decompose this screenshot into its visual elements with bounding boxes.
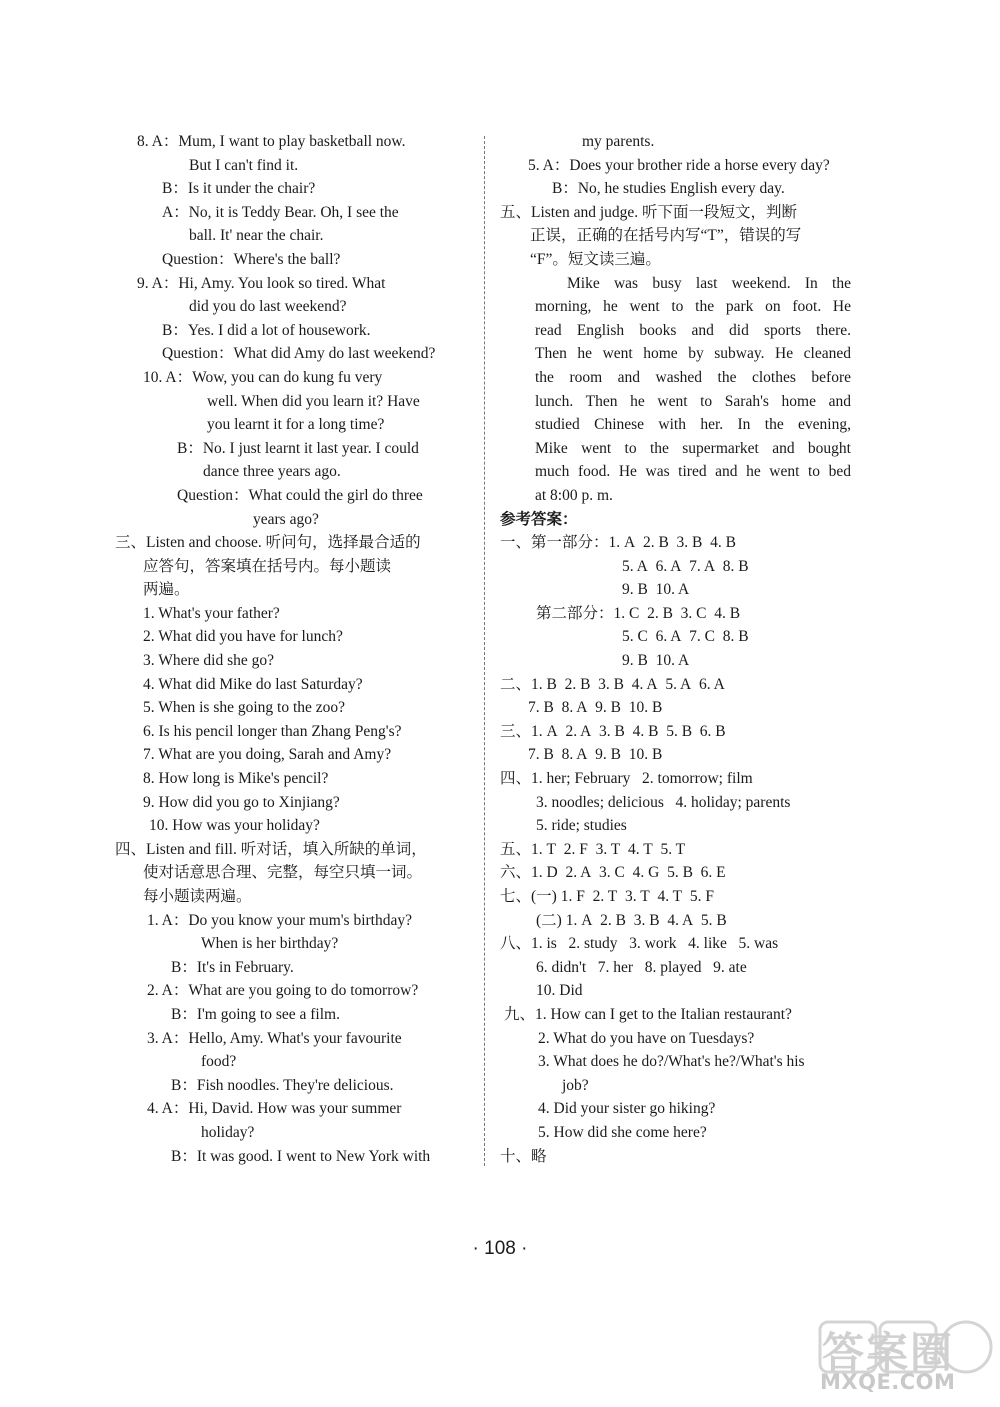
answer-line: 5. C 6. A 7. C 8. B	[622, 628, 749, 646]
passage-line: studied Chinese with her. In the evening,	[535, 416, 851, 434]
answer-key-list	[500, 531, 865, 1168]
question-line: Question：What could the girl do three	[177, 486, 423, 504]
dialogue-line: 9. A：Hi, Amy. You look so tired. What	[137, 274, 386, 292]
listen-choose-item: 7. What are you doing, Sarah and Amy?	[143, 746, 392, 764]
section-3-list	[115, 602, 470, 838]
dialogue-line: B：Is it under the chair?	[162, 180, 316, 198]
answer-line: 4. Did your sister go hiking?	[538, 1100, 716, 1118]
answer-line: 3. noodles; delicious 4. holiday; parents	[536, 793, 791, 811]
dialogue-line: you learnt it for a long time?	[207, 416, 385, 434]
watermark	[818, 1318, 998, 1403]
listen-choose-item: 5. When is she going to the zoo?	[143, 699, 346, 717]
listen-choose-item: 3. Where did she go?	[143, 652, 274, 670]
dialogue-line: holiday?	[201, 1123, 255, 1141]
listen-choose-item: 1. What's your father?	[143, 604, 280, 622]
answer-line: 一、第一部分：1. A 2. B 3. B 4. B	[500, 534, 736, 552]
dialogue-line: 3. A：Hello, Amy. What's your favourite	[147, 1029, 402, 1047]
dialogue-line: B：Yes. I did a lot of housework.	[162, 321, 371, 339]
watermark-logo-text: 答案圈	[822, 1328, 955, 1377]
dialogue-line: B：It was good. I went to New York with	[171, 1147, 431, 1165]
answer-line: 3. What does he do?/What's he?/What's his	[538, 1053, 805, 1071]
answer-line: 五、1. T 2. F 3. T 4. T 5. T	[500, 840, 686, 858]
section-5-title: “F”。短文读三遍。	[530, 250, 661, 268]
section-3-title: 三、Listen and choose. 听问句，选择最合适的	[115, 534, 421, 552]
answer-line: 7. B 8. A 9. B 10. B	[528, 699, 663, 717]
section-4-title: 使对话意思合理、完整，每空只填一词。	[143, 864, 423, 882]
dialogue-line: B：Fish noodles. They're delicious.	[171, 1076, 394, 1094]
left-column	[115, 130, 470, 1168]
answer-line: 九、1. How can I get to the Italian restaurant?	[504, 1005, 792, 1023]
answer-line: 十、略	[500, 1147, 547, 1165]
dialogue-line: B：It's in February.	[171, 958, 294, 976]
answer-line: 7. B 8. A 9. B 10. B	[528, 746, 663, 764]
question-line: Question：Where's the ball?	[162, 250, 341, 268]
passage-line: Mike went to the supermarket and bought	[535, 439, 851, 457]
answer-line: 5. How did she come here?	[538, 1123, 707, 1141]
dialogue-line: 5. A：Does your brother ride a horse every day?	[528, 156, 830, 174]
answer-line: 六、1. D 2. A 3. C 4. G 5. B 6. E	[500, 864, 726, 882]
watermark-url: MXQE.COM	[820, 1370, 956, 1394]
column-divider	[484, 136, 485, 1166]
listen-choose-item: 2. What did you have for lunch?	[143, 628, 343, 646]
listen-choose-item: 4. What did Mike do last Saturday?	[143, 675, 363, 693]
right-column	[500, 130, 865, 1168]
answer-line: 2. What do you have on Tuesdays?	[538, 1029, 755, 1047]
dialogue-line: When is her birthday?	[201, 935, 339, 953]
passage-line: morning, he went to the park on foot. He	[535, 298, 851, 316]
answer-line: 四、1. her; February 2. tomorrow; film	[500, 770, 753, 788]
dialogue-line: food?	[201, 1053, 237, 1071]
answer-line: job?	[562, 1076, 589, 1094]
question-line: years ago?	[253, 510, 319, 528]
section-3-title: 应答句，答案填在括号内。每小题读	[143, 557, 392, 575]
answer-key-heading: 参考答案：	[500, 510, 578, 528]
section-5-title: 正误，正确的在括号内写“T”，错误的写	[530, 227, 802, 245]
section-4-title: 每小题读两遍。	[143, 888, 252, 905]
answer-line: 八、1. is 2. study 3. work 4. like 5. was	[500, 935, 779, 953]
passage-line: the room and washed the clothes before	[535, 368, 851, 386]
page-number: · 108 ·	[472, 1238, 528, 1259]
dialogue-line: ball. It' near the chair.	[189, 227, 324, 245]
dialogue-line: my parents.	[582, 133, 655, 150]
answer-line: (二) 1. A 2. B 3. B 4. A 5. B	[536, 911, 727, 929]
dialogue-line: B：No, he studies English every day.	[552, 180, 785, 198]
answer-line: 5. ride; studies	[536, 817, 627, 835]
listen-choose-item: 10. How was your holiday?	[149, 817, 320, 835]
dialogue-line: 10. A：Wow, you can do kung fu very	[143, 368, 383, 386]
answer-line: 9. B 10. A	[622, 652, 690, 670]
listen-choose-item: 6. Is his pencil longer than Zhang Peng's?	[143, 722, 402, 740]
passage-line: Mike was busy last weekend. In the	[567, 274, 851, 292]
question-line: Question：What did Amy do last weekend?	[162, 345, 436, 363]
answer-line: 6. didn't 7. her 8. played 9. ate	[536, 958, 747, 976]
dialogue-line: But I can't find it.	[189, 156, 299, 174]
dialogue-line: well. When did you learn it? Have	[207, 392, 420, 410]
passage-line: much food. He was tired and he went to bed	[535, 463, 851, 481]
dialogue-line: 1. A：Do you know your mum's birthday?	[147, 911, 412, 929]
passage-line: lunch. Then he went to Sarah's home and	[535, 392, 851, 410]
section-3-title: 两遍。	[143, 581, 190, 599]
answer-line: 二、1. B 2. B 3. B 4. A 5. A 6. A	[500, 675, 725, 693]
listen-choose-item: 8. How long is Mike's pencil?	[143, 770, 329, 788]
passage-line: at 8:00 p. m.	[535, 486, 613, 504]
answer-line: 5. A 6. A 7. A 8. B	[622, 557, 749, 575]
dialogue-line: did you do last weekend?	[189, 298, 347, 316]
section-4-title: 四、Listen and fill. 听对话，填入所缺的单词，	[115, 840, 427, 858]
passage-line: read English books and did sports there.	[535, 321, 851, 339]
listen-choose-item: 9. How did you go to Xinjiang?	[143, 793, 340, 811]
answer-line: 七、(一) 1. F 2. T 3. T 4. T 5. F	[500, 888, 715, 905]
dialogue-line: B：No. I just learnt it last year. I could	[177, 439, 419, 457]
answer-line: 第二部分：1. C 2. B 3. C 4. B	[536, 604, 741, 622]
answer-line: 10. Did	[536, 982, 583, 1000]
dialogue-line: dance three years ago.	[203, 463, 341, 481]
dialogue-line: 4. A：Hi, David. How was your summer	[147, 1100, 402, 1118]
passage-line: Then he went home by subway. He cleaned	[535, 345, 851, 363]
answer-line: 三、1. A 2. A 3. B 4. B 5. B 6. B	[500, 722, 726, 740]
answer-line: 9. B 10. A	[622, 581, 690, 599]
listening-passage	[500, 272, 851, 508]
section-5-title: 五、Listen and judge. 听下面一段短文，判断	[500, 203, 798, 221]
dialogue-line: B：I'm going to see a film.	[171, 1005, 340, 1023]
dialogue-line: 2. A：What are you going to do tomorrow?	[147, 982, 419, 1000]
dialogue-line: A：No, it is Teddy Bear. Oh, I see the	[162, 203, 399, 221]
dialogue-line: 8. A：Mum, I want to play basketball now.	[137, 133, 406, 150]
